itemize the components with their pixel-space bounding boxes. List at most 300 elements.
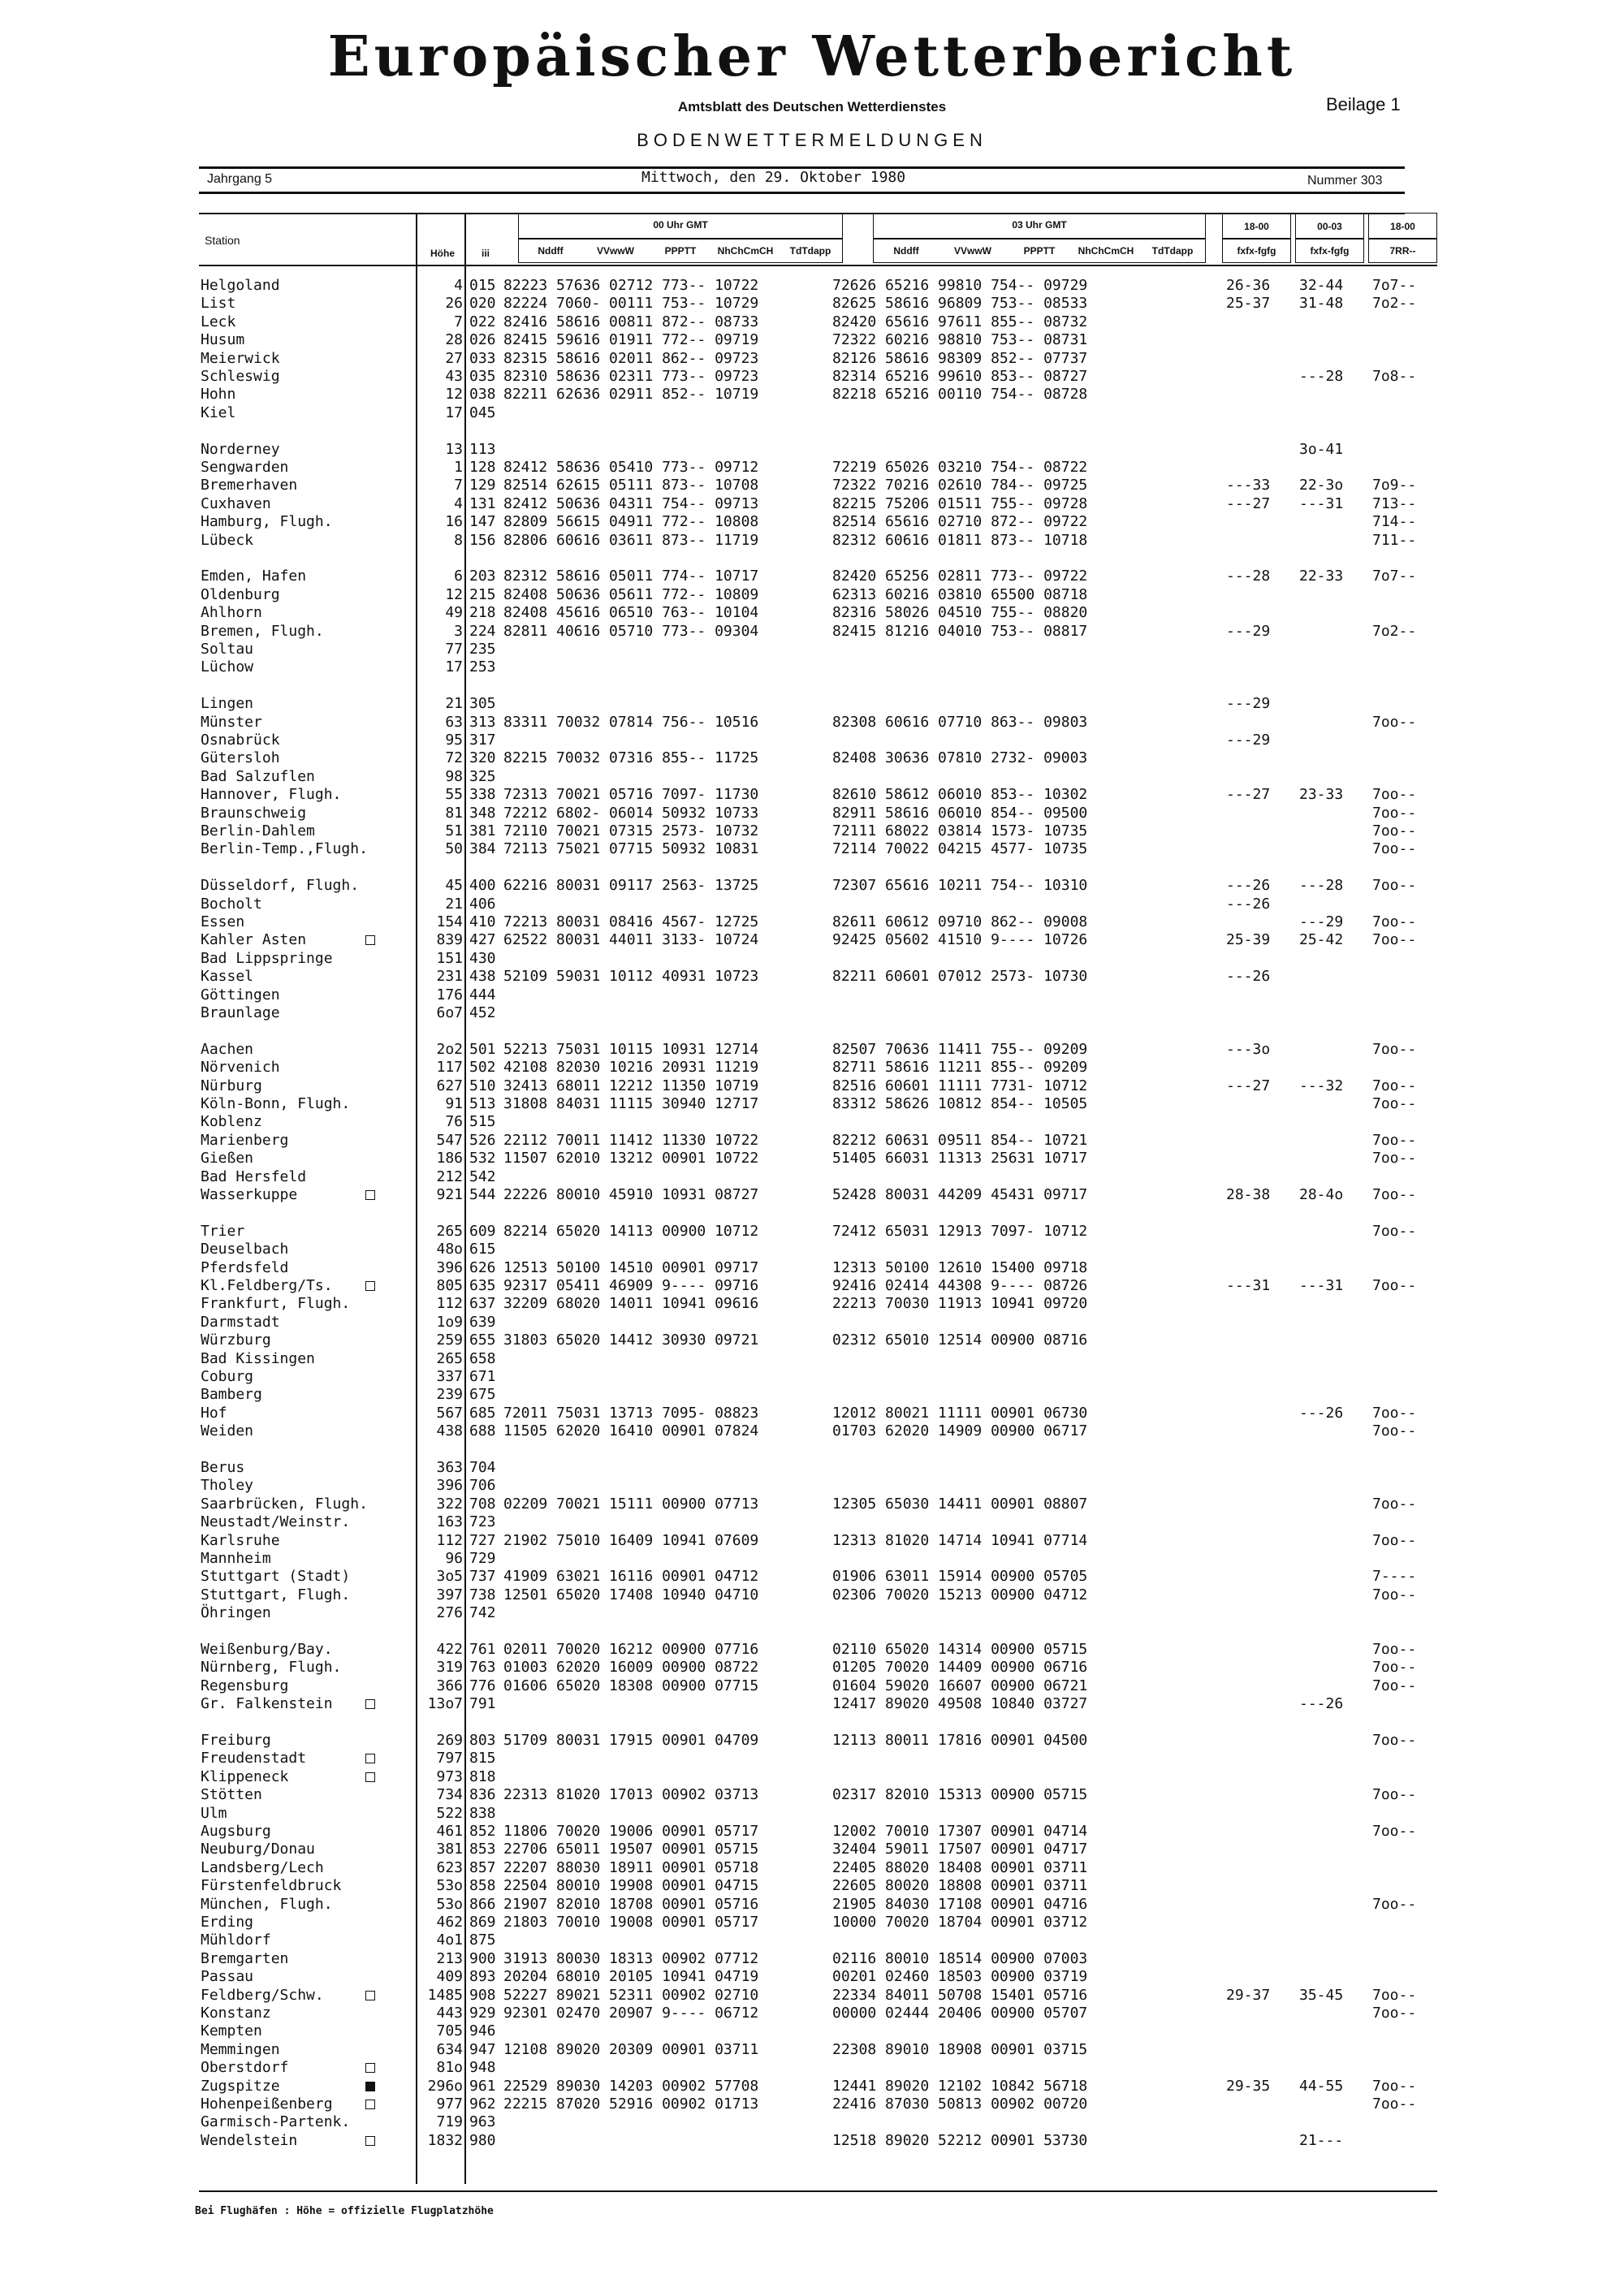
table-row	[0, 1295, 1462, 1313]
obs-00gmt: 01606 65020 18308 00900 07715	[503, 1677, 759, 1694]
obs-03gmt: 00201 02460 18503 00900 03719	[832, 1968, 1088, 1985]
obs-00gmt: 62522 80031 44011 3133- 10724	[503, 931, 759, 948]
station-id: 384	[469, 840, 496, 857]
station-height: 422	[436, 1641, 463, 1658]
table-row	[0, 1331, 1462, 1349]
obs-03gmt: 82212 60631 09511 854-- 10721	[832, 1132, 1088, 1149]
precip-18-00: 7oo--	[1372, 1223, 1417, 1240]
station-id: 655	[469, 1331, 496, 1349]
station-name: Osnabrück	[201, 732, 280, 749]
table-row	[0, 604, 1462, 622]
obs-03gmt: 21905 84030 17108 00901 04716	[832, 1896, 1088, 1913]
table-row	[0, 368, 1462, 386]
station-name: Braunschweig	[201, 805, 307, 822]
gust-18-00: ---29	[1226, 623, 1271, 640]
col00-tdtdapp: TdTdapp	[789, 245, 831, 257]
table-row	[0, 495, 1462, 513]
station-height: 973	[436, 1768, 463, 1785]
station-id: 742	[469, 1604, 496, 1621]
table-row	[0, 1841, 1462, 1858]
station-height: 12	[445, 586, 463, 603]
obs-00gmt: 31803 65020 14412 30930 09721	[503, 1331, 759, 1349]
obs-00gmt: 72011 75031 13713 7095- 08823	[503, 1405, 759, 1422]
header-right1-bottom: fxfx-fgfg	[1237, 245, 1276, 257]
table-row	[0, 1568, 1462, 1586]
station-id: 963	[469, 2113, 496, 2130]
station-name: Lüchow	[201, 658, 254, 675]
station-id: 430	[469, 950, 496, 967]
station-name: Essen	[201, 913, 245, 930]
station-id: 020	[469, 295, 496, 312]
open-square-icon	[365, 1190, 375, 1200]
table-row	[0, 441, 1462, 459]
gust-18-00: ---26	[1226, 896, 1271, 913]
station-height: 2o2	[436, 1041, 463, 1058]
station-name: Kempten	[201, 2022, 262, 2039]
station-name: Gießen	[201, 1150, 254, 1167]
station-name: Mannheim	[201, 1550, 271, 1567]
station-height: 627	[436, 1077, 463, 1094]
table-row	[0, 1786, 1462, 1804]
station-height: 276	[436, 1604, 463, 1621]
station-id: 658	[469, 1350, 496, 1367]
obs-03gmt: 82625 58616 96809 753-- 08533	[832, 295, 1088, 312]
station-height: 16	[445, 513, 463, 530]
station-id: 045	[469, 404, 496, 421]
station-height: 705	[436, 2022, 463, 2039]
station-id: 035	[469, 368, 496, 385]
station-id: 791	[469, 1695, 496, 1712]
obs-03gmt: 72111 68022 03814 1573- 10735	[832, 822, 1088, 839]
station-id: 313	[469, 714, 496, 731]
station-height: 98	[445, 768, 463, 785]
station-name: Trier	[201, 1223, 245, 1240]
precip-18-00: 7oo--	[1372, 1786, 1417, 1803]
station-height: 438	[436, 1422, 463, 1439]
station-height: 409	[436, 1968, 463, 1985]
obs-00gmt: 52213 75031 10115 10931 12714	[503, 1041, 759, 1058]
obs-00gmt: 72110 70021 07315 2573- 10732	[503, 822, 759, 839]
obs-03gmt: 22605 80020 18808 00901 03711	[832, 1877, 1088, 1894]
table-row	[0, 1823, 1462, 1841]
station-name: Nürnberg, Flugh.	[201, 1659, 342, 1676]
station-name: Mühldorf	[201, 1931, 271, 1949]
station-name: Coburg	[201, 1368, 254, 1385]
obs-00gmt: 12513 50100 14510 00901 09717	[503, 1259, 759, 1276]
obs-00gmt: 02209 70021 15111 00900 07713	[503, 1495, 759, 1513]
obs-00gmt: 92301 02470 20907 9---- 06712	[503, 2005, 759, 2022]
station-height: 17	[445, 658, 463, 675]
obs-00gmt: 31913 80030 18313 00902 07712	[503, 1950, 759, 1967]
table-row	[0, 386, 1462, 404]
station-id: 763	[469, 1659, 496, 1676]
gust-18-00: 25-37	[1226, 295, 1271, 312]
station-height: 259	[436, 1331, 463, 1349]
table-row	[0, 1659, 1462, 1677]
obs-00gmt: 82416 58616 00811 872-- 08733	[503, 313, 759, 330]
obs-03gmt: 82218 65216 00110 754-- 08728	[832, 386, 1088, 403]
table-row	[0, 950, 1462, 968]
obs-03gmt: 72307 65616 10211 754-- 10310	[832, 877, 1088, 894]
station-name: Berus	[201, 1459, 245, 1476]
station-id: 962	[469, 2095, 496, 2113]
station-id: 038	[469, 386, 496, 403]
station-id: 815	[469, 1750, 496, 1767]
station-name: Oldenburg	[201, 586, 280, 603]
gust-18-00: ---27	[1226, 786, 1271, 803]
table-row	[0, 1732, 1462, 1750]
precip-18-00: 7oo--	[1372, 1495, 1417, 1513]
station-name: Lingen	[201, 695, 254, 712]
station-id: 688	[469, 1422, 496, 1439]
station-height: 27	[445, 350, 463, 367]
gust-00-03: ---26	[1299, 1695, 1344, 1712]
station-height: 462	[436, 1914, 463, 1931]
header-iii: iii	[481, 248, 490, 259]
station-height: 49	[445, 604, 463, 621]
station-name: Landsberg/Lech	[201, 1859, 324, 1876]
obs-00gmt: 83311 70032 07814 756-- 10516	[503, 714, 759, 731]
station-height: 239	[436, 1386, 463, 1403]
table-row	[0, 1750, 1462, 1767]
gust-18-00: 25-39	[1226, 931, 1271, 948]
obs-03gmt: 82507 70636 11411 755-- 09209	[832, 1041, 1088, 1058]
obs-00gmt: 62216 80031 09117 2563- 13725	[503, 877, 759, 894]
station-name: Frankfurt, Flugh.	[201, 1295, 351, 1312]
station-id: 723	[469, 1513, 496, 1530]
gust-00-03: ---28	[1299, 368, 1344, 385]
precip-18-00: 7oo--	[1372, 2078, 1417, 2095]
table-row	[0, 2022, 1462, 2040]
open-square-icon	[365, 2100, 375, 2109]
obs-03gmt: 82911 58616 06010 854-- 09500	[832, 805, 1088, 822]
table-row	[0, 968, 1462, 986]
obs-03gmt: 12113 80011 17816 00901 04500	[832, 1732, 1088, 1749]
station-id: 128	[469, 459, 496, 476]
precip-18-00: 7oo--	[1372, 913, 1417, 930]
table-row	[0, 822, 1462, 840]
table-row	[0, 1896, 1462, 1914]
table-row	[0, 877, 1462, 895]
table-row	[0, 295, 1462, 313]
station-height: 6o7	[436, 1004, 463, 1021]
obs-00gmt: 82408 45616 06510 763-- 10104	[503, 604, 759, 621]
station-id: 737	[469, 1568, 496, 1585]
station-name: Lübeck	[201, 532, 254, 549]
precip-18-00: 7o8--	[1372, 368, 1417, 385]
open-square-icon	[365, 2136, 375, 2146]
station-id: 626	[469, 1259, 496, 1276]
table-row	[0, 513, 1462, 531]
station-name: Klippeneck	[201, 1768, 289, 1785]
obs-00gmt: 72113 75021 07715 50932 10831	[503, 840, 759, 857]
station-height: 265	[436, 1350, 463, 1367]
precip-18-00: 7oo--	[1372, 1732, 1417, 1749]
table-row	[0, 1914, 1462, 1931]
station-height: 7	[454, 477, 463, 494]
obs-00gmt: 82412 50636 04311 754-- 09713	[503, 495, 759, 512]
table-row	[0, 896, 1462, 913]
station-height: 977	[436, 2095, 463, 2113]
station-id: 704	[469, 1459, 496, 1476]
obs-00gmt: 82211 62636 02911 852-- 10719	[503, 386, 759, 403]
station-name: Düsseldorf, Flugh.	[201, 877, 360, 894]
table-row	[0, 786, 1462, 804]
station-id: 022	[469, 313, 496, 330]
table-row	[0, 568, 1462, 585]
station-id: 427	[469, 931, 496, 948]
station-name: Berlin-Dahlem	[201, 822, 315, 839]
precip-18-00: 7o2--	[1372, 623, 1417, 640]
station-height: 547	[436, 1132, 463, 1149]
station-height: 231	[436, 968, 463, 985]
precip-18-00: 711--	[1372, 532, 1417, 549]
station-id: 544	[469, 1186, 496, 1203]
station-id: 948	[469, 2059, 496, 2076]
obs-00gmt: 82310 58636 02311 773-- 09723	[503, 368, 759, 385]
station-name: Hohenpeißenberg	[201, 2095, 333, 2113]
station-height: 319	[436, 1659, 463, 1676]
table-row	[0, 1259, 1462, 1277]
station-id: 410	[469, 913, 496, 930]
station-id: 639	[469, 1314, 496, 1331]
obs-03gmt: 72626 65216 99810 754-- 09729	[832, 277, 1088, 294]
obs-00gmt: 31808 84031 11115 30940 12717	[503, 1095, 759, 1112]
obs-03gmt: 02312 65010 12514 00900 08716	[832, 1331, 1088, 1349]
obs-00gmt: 21803 70010 19008 00901 05717	[503, 1914, 759, 1931]
precip-18-00: 714--	[1372, 513, 1417, 530]
obs-03gmt: 12417 89020 49508 10840 03727	[832, 1695, 1088, 1712]
obs-00gmt: 72212 6802- 06014 50932 10733	[503, 805, 759, 822]
table-row	[0, 1550, 1462, 1568]
col00-vvwww: VVwwW	[596, 245, 634, 257]
station-name: Weißenburg/Bay.	[201, 1641, 333, 1658]
station-id: 218	[469, 604, 496, 621]
nummer-label: Nummer 303	[1307, 174, 1383, 188]
station-id: 156	[469, 532, 496, 549]
station-id: 838	[469, 1805, 496, 1822]
station-id: 615	[469, 1241, 496, 1258]
obs-03gmt: 01604 59020 16607 00900 06721	[832, 1677, 1088, 1694]
obs-03gmt: 72412 65031 12913 7097- 10712	[832, 1223, 1088, 1240]
station-name: Bad Hersfeld	[201, 1168, 307, 1185]
station-name: Bad Lippspringe	[201, 950, 333, 967]
table-row	[0, 2041, 1462, 2059]
precip-18-00: 7oo--	[1372, 1659, 1417, 1676]
gust-00-03: ---31	[1299, 1277, 1344, 1294]
divider-header-bottom	[199, 265, 1437, 266]
table-row	[0, 313, 1462, 331]
obs-03gmt: 82711 58616 11211 855-- 09209	[832, 1059, 1088, 1076]
station-height: 21	[445, 695, 463, 712]
obs-00gmt: 82224 7060- 00111 753-- 10729	[503, 295, 759, 312]
header-right3-top: 18-00	[1390, 221, 1415, 232]
station-id: 015	[469, 277, 496, 294]
obs-03gmt: 62313 60216 03810 65500 08718	[832, 586, 1088, 603]
station-name: Gütersloh	[201, 749, 280, 766]
obs-03gmt: 82126 58616 98309 852-- 07737	[832, 350, 1088, 367]
gust-00-03: 32-44	[1299, 277, 1344, 294]
station-name: Gr. Falkenstein	[201, 1695, 333, 1712]
table-row	[0, 532, 1462, 550]
gust-18-00: ---29	[1226, 695, 1271, 712]
open-square-icon	[365, 935, 375, 945]
station-height: 443	[436, 2005, 463, 2022]
gust-00-03: 35-45	[1299, 1987, 1344, 2004]
section-heading: BODENWETTERMELDUNGEN	[637, 130, 987, 150]
station-name: Erding	[201, 1914, 254, 1931]
station-id: 113	[469, 441, 496, 458]
header-hoehe: Höhe	[430, 248, 455, 259]
table-row	[0, 768, 1462, 786]
table-row	[0, 1350, 1462, 1368]
station-id: 452	[469, 1004, 496, 1021]
table-row	[0, 350, 1462, 368]
obs-03gmt: 32404 59011 17507 00901 04717	[832, 1841, 1088, 1858]
gust-18-00: 29-35	[1226, 2078, 1271, 2095]
station-name: List	[201, 295, 236, 312]
station-height: 734	[436, 1786, 463, 1803]
station-height: 3	[454, 623, 463, 640]
open-square-icon	[365, 1991, 375, 2000]
station-id: 727	[469, 1532, 496, 1549]
station-id: 400	[469, 877, 496, 894]
obs-00gmt: 72213 80031 08416 4567- 12725	[503, 913, 759, 930]
table-row	[0, 1386, 1462, 1404]
obs-00gmt: 41909 63021 16116 00901 04712	[503, 1568, 759, 1585]
table-row	[0, 623, 1462, 641]
table-row	[0, 1223, 1462, 1241]
obs-03gmt: 82215 75206 01511 755-- 09728	[832, 495, 1088, 512]
table-row	[0, 2059, 1462, 2077]
station-id: 803	[469, 1732, 496, 1749]
station-height: 21	[445, 896, 463, 913]
station-height: 363	[436, 1459, 463, 1476]
table-row	[0, 1150, 1462, 1167]
table-row	[0, 805, 1462, 822]
station-height: 6	[454, 568, 463, 585]
table-row	[0, 1241, 1462, 1258]
precip-18-00: 7oo--	[1372, 805, 1417, 822]
precip-18-00: 7oo--	[1372, 1677, 1417, 1694]
obs-03gmt: 01906 63011 15914 00900 05705	[832, 1568, 1088, 1585]
table-row	[0, 1877, 1462, 1895]
table-row	[0, 1604, 1462, 1622]
obs-03gmt: 82314 65216 99610 853-- 08727	[832, 368, 1088, 385]
precip-18-00: 7----	[1372, 1568, 1417, 1585]
obs-03gmt: 12313 50100 12610 15400 09718	[832, 1259, 1088, 1276]
precip-18-00: 7oo--	[1372, 786, 1417, 803]
station-name: Sengwarden	[201, 459, 289, 476]
precip-18-00: 7oo--	[1372, 1422, 1417, 1439]
beilage-label: Beilage 1	[1326, 94, 1401, 114]
table-row	[0, 1805, 1462, 1823]
station-id: 235	[469, 641, 496, 658]
station-height: 7	[454, 313, 463, 330]
station-name: Kassel	[201, 968, 254, 985]
station-id: 325	[469, 768, 496, 785]
station-id: 946	[469, 2022, 496, 2039]
header-00gmt: 00 Uhr GMT	[653, 219, 708, 231]
col00-ppptt: PPPTT	[664, 245, 697, 257]
table-row	[0, 1095, 1462, 1113]
obs-03gmt: 22416 87030 50813 00902 00720	[832, 2095, 1088, 2113]
station-name: Hohn	[201, 386, 236, 403]
station-height: 381	[436, 1841, 463, 1858]
station-id: 215	[469, 586, 496, 603]
precip-18-00: 7oo--	[1372, 1186, 1417, 1203]
station-name: Kl.Feldberg/Ts.	[201, 1277, 333, 1294]
station-id: 685	[469, 1405, 496, 1422]
station-height: 12	[445, 386, 463, 403]
col03-nddff: Nddff	[893, 245, 919, 257]
station-height: 719	[436, 2113, 463, 2130]
table-row	[0, 1168, 1462, 1186]
station-height: 72	[445, 749, 463, 766]
station-name: Würzburg	[201, 1331, 271, 1349]
table-row	[0, 658, 1462, 676]
gust-00-03: 31-48	[1299, 295, 1344, 312]
station-height: 265	[436, 1223, 463, 1240]
table-row	[0, 1586, 1462, 1604]
obs-03gmt: 01205 70020 14409 00900 06716	[832, 1659, 1088, 1676]
station-height: 366	[436, 1677, 463, 1694]
obs-03gmt: 22334 84011 50708 15401 05716	[832, 1987, 1088, 2004]
station-height: 805	[436, 1277, 463, 1294]
obs-03gmt: 82610 58612 06010 853-- 10302	[832, 786, 1088, 803]
station-id: 131	[469, 495, 496, 512]
obs-00gmt: 12501 65020 17408 10940 04710	[503, 1586, 759, 1603]
station-height: 3o5	[436, 1568, 463, 1585]
obs-00gmt: 82223 57636 02712 773-- 10722	[503, 277, 759, 294]
precip-18-00: 7oo--	[1372, 1532, 1417, 1549]
station-id: 147	[469, 513, 496, 530]
table-row	[0, 913, 1462, 931]
obs-03gmt: 82420 65256 02811 773-- 09722	[832, 568, 1088, 585]
precip-18-00: 7oo--	[1372, 931, 1417, 948]
station-id: 900	[469, 1950, 496, 1967]
precip-18-00: 7oo--	[1372, 2095, 1417, 2113]
table-row	[0, 1987, 1462, 2005]
station-height: 96	[445, 1550, 463, 1567]
station-id: 513	[469, 1095, 496, 1112]
gust-00-03: 22-33	[1299, 568, 1344, 585]
gust-00-03: ---29	[1299, 913, 1344, 930]
issue-date: Mittwoch, den 29. Oktober 1980	[641, 169, 906, 186]
station-name: Stuttgart, Flugh.	[201, 1586, 351, 1603]
station-id: 875	[469, 1931, 496, 1949]
col03-tdtdapp: TdTdapp	[1151, 245, 1194, 257]
station-id: 637	[469, 1295, 496, 1312]
station-id: 893	[469, 1968, 496, 1985]
precip-18-00: 7oo--	[1372, 1586, 1417, 1603]
station-height: 797	[436, 1750, 463, 1767]
obs-03gmt: 72114 70022 04215 4577- 10735	[832, 840, 1088, 857]
gust-00-03: 23-33	[1299, 786, 1344, 803]
station-id: 852	[469, 1823, 496, 1840]
station-id: 635	[469, 1277, 496, 1294]
precip-18-00: 7oo--	[1372, 1896, 1417, 1913]
obs-00gmt: 21907 82010 18708 00901 05716	[503, 1896, 759, 1913]
obs-03gmt: 12313 81020 14714 10941 07714	[832, 1532, 1088, 1549]
obs-03gmt: 12012 80021 11111 00901 06730	[832, 1405, 1088, 1422]
station-name: Helgoland	[201, 277, 280, 294]
table-row	[0, 1186, 1462, 1204]
station-height: 1832	[427, 2132, 463, 2149]
gust-00-03: ---32	[1299, 1077, 1344, 1094]
table-row	[0, 1677, 1462, 1695]
gust-18-00: ---27	[1226, 495, 1271, 512]
